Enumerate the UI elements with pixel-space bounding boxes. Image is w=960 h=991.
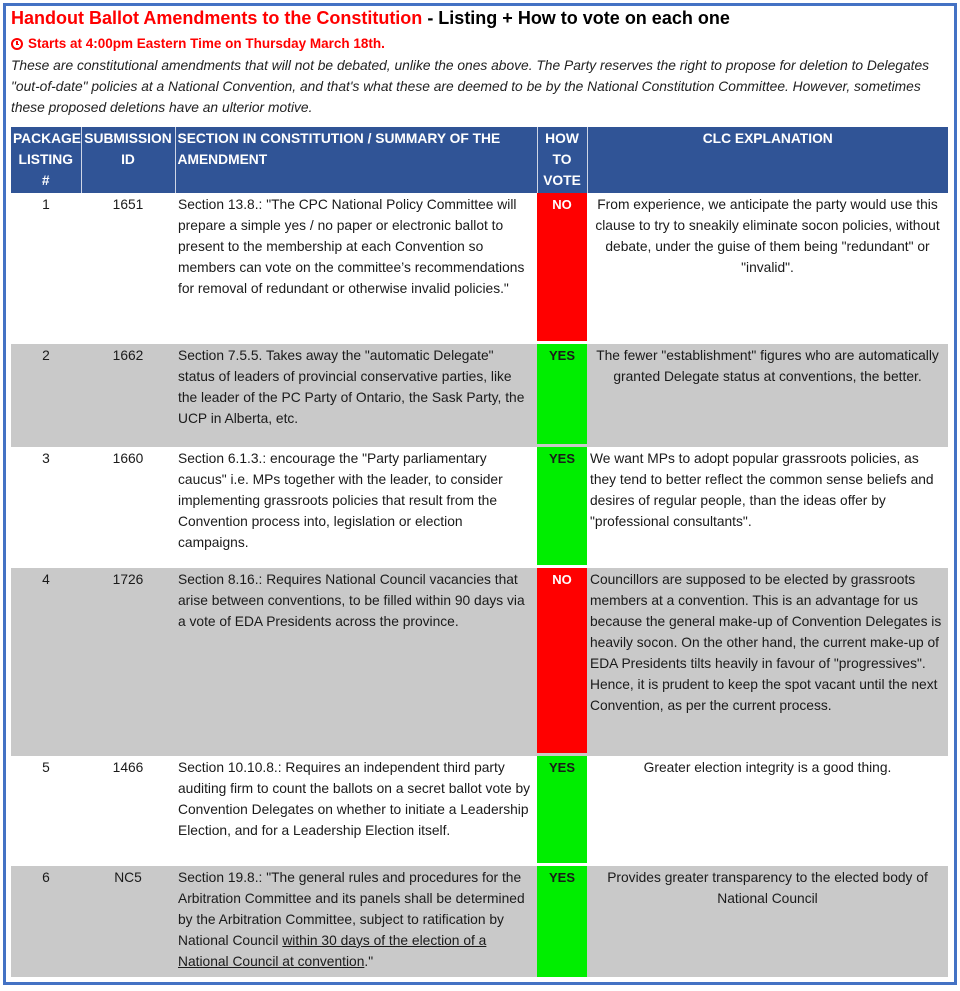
cell-explanation: Councillors are supposed to be elected by grassroots members at a convention. This is an advantage for us because the general make-up of Convention Delegates is heavily socon. On the other hand, the current make-up of EDA Presidents tilts heavily in favour of "progressives". Hence, it is prudent to keep the spot vacant until the next Convention, as per the current process.: [587, 566, 948, 754]
cell-listing: 1: [11, 193, 81, 342]
cell-submission-id: 1660: [81, 445, 175, 566]
cell-summary: Section 10.10.8.: Requires an independent third party auditing firm to count the ballots on a secret ballot vote by Convention Delegates on whether to initiate a Leadership Election, and for a Leadership Election itself.: [175, 754, 537, 864]
cell-submission-id: 1662: [81, 342, 175, 445]
cell-summary: Section 13.8.: "The CPC National Policy Committee will prepare a simple yes / no paper or electronic ballot to present to the membership at each Convention so members can vote on the committee’s recommendations for removal of redundant or otherwise invalid policies.": [175, 193, 537, 342]
cell-listing: 6: [11, 864, 81, 977]
clock-icon: [11, 38, 23, 50]
amendments-table: [11, 127, 948, 977]
col-header-submission-id: SUBMISSION ID: [81, 127, 175, 193]
cell-submission-id: NC5: [81, 864, 175, 977]
col-header-how-to-vote: HOW TO VOTE: [537, 127, 587, 193]
table-header-row: [11, 127, 948, 193]
cell-explanation: The fewer "establishment" figures who are automatically granted Delegate status at conventions, the better.: [587, 342, 948, 445]
cell-summary: Section 8.16.: Requires National Council vacancies that arise between conventions, to be filled within 90 days via a vote of EDA Presidents across the province.: [175, 566, 537, 754]
intro-paragraph: These are constitutional amendments that will not be debated, unlike the ones above. The Party reserves the right to propose for deletion to Delegates "out-of-date" policies at a National Convention, and that's what these are deemed to be by the National Constitution Committee. However, sometimes these proposed deletions have an ulterior motive.: [11, 58, 930, 115]
vote-badge-yes: YES: [537, 342, 587, 445]
cell-summary: [175, 864, 537, 977]
table-row: [11, 445, 948, 566]
summary-underlined-text: within 30 days of the election of a National Council at convention: [178, 932, 487, 969]
table-row: [11, 193, 948, 342]
table-row: [11, 754, 948, 864]
col-header-summary: SECTION IN CONSTITUTION / SUMMARY OF THE AMENDMENT: [175, 127, 537, 193]
cell-summary: Section 6.1.3.: encourage the "Party parliamentary caucus" i.e. MPs together with the leader, to consider implementing grassroots policies that result from the Convention process into, legislation or election campaigns.: [175, 445, 537, 566]
start-time-line: [11, 36, 385, 51]
cell-explanation: We want MPs to adopt popular grassroots policies, as they tend to better reflect the common sense beliefs and desires of regular people, than the ideas offer by "professional consultants".: [587, 445, 948, 566]
col-header-listing: PACKAGE LISTING #: [11, 127, 81, 193]
cell-explanation: Provides greater transparency to the elected body of National Council: [587, 864, 948, 977]
vote-badge-no: NO: [537, 566, 587, 754]
cell-explanation: Greater election integrity is a good thing.: [587, 754, 948, 864]
start-time-text: Starts at 4:00pm Eastern Time on Thursday March 18th.: [28, 36, 385, 51]
col-header-explanation: CLC EXPLANATION: [587, 127, 948, 193]
cell-listing: 5: [11, 754, 81, 864]
vote-badge-no: NO: [537, 193, 587, 342]
table-row: [11, 566, 948, 754]
cell-listing: 3: [11, 445, 81, 566]
title-main: Handout Ballot Amendments to the Constitution: [11, 8, 423, 28]
cell-submission-id: 1726: [81, 566, 175, 754]
page-title: [11, 8, 730, 29]
vote-badge-yes: YES: [537, 445, 587, 566]
summary-text-end: .": [364, 953, 374, 969]
cell-explanation: From experience, we anticipate the party would use this clause to try to sneakily eliminate socon policies, without debate, under the guise of them being "redundant" or "invalid".: [587, 193, 948, 342]
cell-submission-id: 1466: [81, 754, 175, 864]
cell-listing: 2: [11, 342, 81, 445]
cell-summary: Section 7.5.5. Takes away the "automatic Delegate" status of leaders of provincial conservative parties, like the leader of the PC Party of Ontario, the Sask Party, the UCP in Alberta, etc.: [175, 342, 537, 445]
cell-submission-id: 1651: [81, 193, 175, 342]
summary-text: Section 19.8.: "The general rules and procedures for the Arbitration Committee and its panels shall be determined by the Arbitration Committee, subject to ratification by National Council: [178, 869, 525, 948]
vote-badge-yes: YES: [537, 754, 587, 864]
title-subtitle: - Listing + How to vote on each one: [422, 8, 730, 28]
cell-listing: 4: [11, 566, 81, 754]
table-row: [11, 864, 948, 977]
table-row: [11, 342, 948, 445]
vote-badge-yes: YES: [537, 864, 587, 977]
